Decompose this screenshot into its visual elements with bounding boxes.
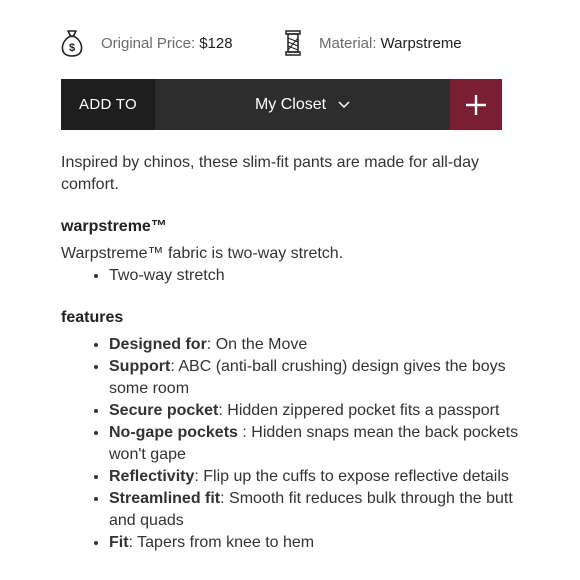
feature-separator: : bbox=[218, 402, 228, 419]
list-item bbox=[109, 422, 521, 466]
feature-separator: : bbox=[237, 424, 252, 441]
feature-text: Hidden snaps mean the back pockets won't gape bbox=[109, 424, 519, 463]
description-text: Inspired by chinos, these slim-fit pants are made for all-day comfort. bbox=[61, 154, 479, 193]
original-price-value: $128 bbox=[199, 34, 233, 52]
material bbox=[285, 28, 462, 58]
feature-separator: : bbox=[206, 336, 216, 353]
list-item bbox=[109, 466, 521, 488]
add-button[interactable] bbox=[450, 79, 502, 130]
closet-select[interactable] bbox=[155, 79, 450, 130]
feature-name: Support bbox=[109, 358, 171, 375]
feature-separator: : bbox=[220, 490, 230, 507]
original-price-label: Original Price: bbox=[101, 34, 196, 52]
product-description bbox=[61, 152, 521, 554]
chevron-down-icon bbox=[338, 101, 350, 109]
list-item: • Two-way stretch bbox=[109, 265, 521, 287]
feature-name: Fit bbox=[109, 534, 129, 551]
warpstreme-heading: warpstreme™ bbox=[61, 218, 167, 235]
add-to-closet-bar bbox=[61, 79, 502, 130]
feature-name: No-gape pockets bbox=[109, 424, 238, 441]
closet-select-value: My Closet bbox=[254, 95, 327, 113]
list-item bbox=[109, 356, 521, 400]
list-item bbox=[109, 488, 521, 532]
product-meta-row bbox=[61, 28, 521, 58]
feature-text: On the Move bbox=[215, 336, 308, 353]
feature-name: Secure pocket bbox=[109, 402, 219, 419]
warpstreme-text: Warpstreme™ fabric is two-way stretch. bbox=[61, 245, 344, 262]
feature-name: Reflectivity bbox=[109, 468, 195, 485]
feature-text: Flip up the cuffs to expose reflective details bbox=[203, 468, 509, 485]
list-item bbox=[109, 532, 521, 554]
feature-text: Tapers from knee to hem bbox=[137, 534, 315, 551]
money-bag-icon bbox=[61, 29, 83, 57]
feature-name: Streamlined fit bbox=[109, 490, 221, 507]
material-value: Warpstreme bbox=[380, 34, 462, 52]
feature-text: Hidden zippered pocket fits a passport bbox=[227, 402, 500, 419]
warpstreme-list bbox=[61, 265, 521, 287]
features-heading: features bbox=[61, 309, 124, 326]
list-item bbox=[109, 334, 521, 356]
original-price bbox=[61, 28, 233, 58]
fabric-spool-icon bbox=[285, 29, 301, 57]
list-item bbox=[109, 400, 521, 422]
feature-separator: : bbox=[170, 358, 179, 375]
features-list bbox=[61, 334, 521, 554]
material-label: Material: bbox=[319, 34, 377, 52]
feature-separator: : bbox=[128, 534, 138, 551]
feature-name: Designed for bbox=[109, 336, 207, 353]
add-to-label: ADD TO bbox=[61, 79, 155, 130]
feature-separator: : bbox=[194, 468, 204, 485]
plus-icon bbox=[465, 94, 487, 116]
feature-text: ABC (anti-ball crushing) design gives the boys some room bbox=[109, 358, 506, 397]
svg-text:$: $ bbox=[68, 42, 76, 54]
feature-text: Smooth fit reduces bulk through the butt and quads bbox=[109, 490, 513, 529]
